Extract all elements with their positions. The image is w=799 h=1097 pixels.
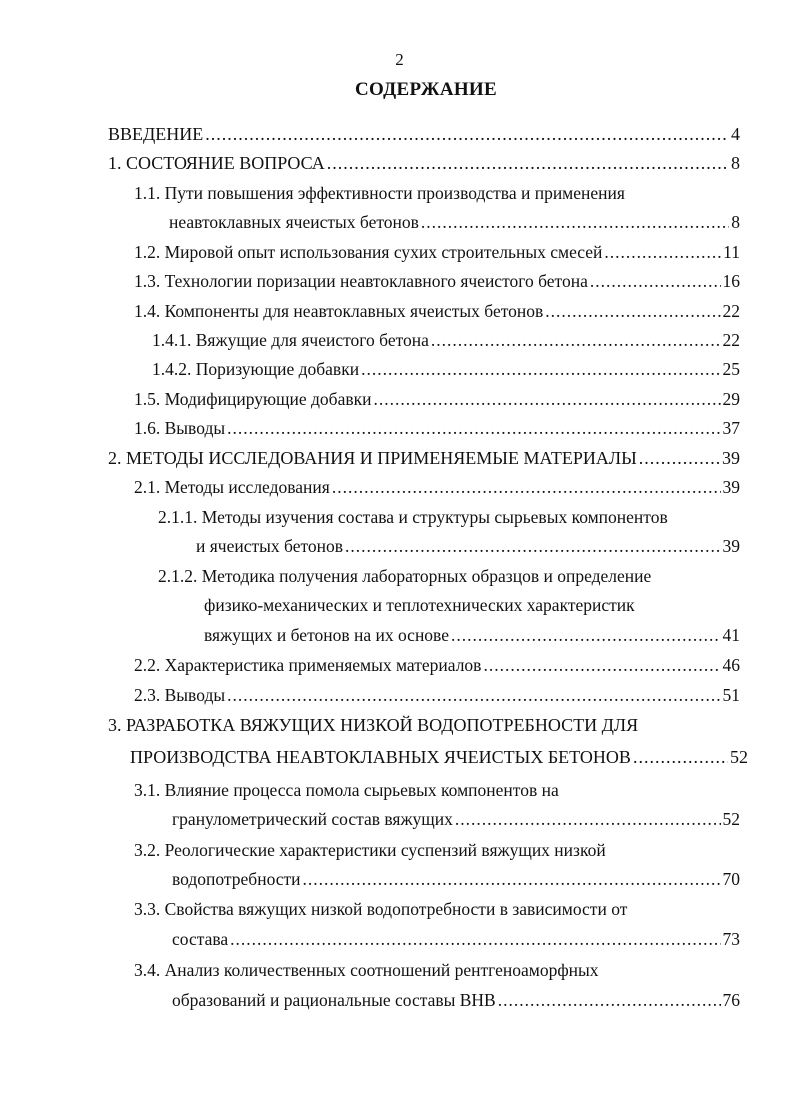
dot-leader [633,747,728,768]
toc-entry-page: 8 [731,153,740,173]
toc-entry [134,685,740,709]
toc-entry [134,242,740,266]
dot-leader [545,301,720,322]
toc-entry-text: гранулометрический состав вяжущих [172,809,453,829]
dot-leader [361,359,720,380]
toc-entry-text: неавтоклавных ячеистых бетонов [169,212,419,232]
dot-leader [227,418,720,439]
page-title: СОДЕРЖАНИЕ [355,79,497,100]
toc-entry-text: образований и рациональные составы ВНВ [172,990,496,1010]
toc-entry [172,990,740,1014]
toc-entry-page: 25 [722,359,740,379]
dot-leader [373,389,720,410]
toc-entry-text: 2.2. Характеристика применяемых материалов [134,655,482,675]
toc-entry [158,566,740,590]
toc-entry-text: 1.6. Выводы [134,418,226,438]
toc-entry-page: 8 [731,212,740,232]
toc-entry-text: 3.4. Анализ количественных соотношений рентгеноаморфных [134,960,599,980]
toc-entry [134,301,740,325]
toc-entry [108,715,740,739]
dot-leader [205,124,729,145]
dot-leader [421,212,729,233]
dot-leader [483,655,720,676]
dot-leader [451,625,721,646]
toc-entry-text: 1.5. Модифицирующие добавки [134,389,372,409]
toc-entry-text: 1.4. Компоненты для неавтоклавных ячеистых бетонов [134,301,544,321]
toc-entry [134,389,740,413]
toc-entry [196,536,740,560]
toc-entry-page: 22 [722,301,740,321]
toc-entry [152,330,740,354]
toc-entry-text: 1.1. Пути повышения эффективности производства и применения [134,183,625,203]
toc-entry-page: 4 [731,124,740,144]
toc-entry [152,359,740,383]
toc-entry-text: 3.1. Влияние процесса помола сырьевых компонентов на [134,780,559,800]
toc-entry-page: 16 [722,271,740,291]
toc-entry-text: водопотребности [172,869,301,889]
toc-entry [134,418,740,442]
toc-entry-page: 37 [722,418,740,438]
toc-entry-text: 3. РАЗРАБОТКА ВЯЖУЩИХ НИЗКОЙ ВОДОПОТРЕБНОСТИ ДЛЯ [108,715,639,735]
toc-entry [172,809,740,833]
toc-entry-page: 73 [722,929,740,949]
dot-leader [498,990,721,1011]
toc-entry-text: и ячеистых бетонов [196,536,344,556]
dot-leader [227,685,720,706]
toc-entry-text: 2. МЕТОДЫ ИССЛЕДОВАНИЯ И ПРИМЕНЯЕМЫЕ МАТЕРИАЛЫ [108,448,637,468]
toc-entry-page: 22 [722,330,740,350]
toc-entry [134,899,740,923]
toc-entry-text: 1.3. Технологии поризации неавтоклавного ячеистого бетона [134,271,588,291]
toc-entry [204,595,740,619]
toc-entry [134,655,740,679]
dot-leader [590,271,721,292]
toc-entry-text: ВВЕДЕНИЕ [108,124,204,144]
dot-leader [431,330,721,351]
toc-entry-page: 41 [722,625,740,645]
toc-entry [172,869,740,893]
dot-leader [345,536,720,557]
dot-leader [230,929,720,950]
dot-leader [332,477,721,498]
toc-entry-text: 2.1.1. Методы изучения состава и структуры сырьевых компонентов [158,507,668,527]
dot-leader [604,242,721,263]
toc-entry [108,153,740,177]
toc-entry-text: ПРОИЗВОДСТВА НЕАВТОКЛАВНЫХ ЯЧЕИСТЫХ БЕТОНОВ [130,747,631,767]
toc-entry-page: 52 [722,809,740,829]
toc-entry [169,212,740,236]
toc-entry [134,960,740,984]
toc-entry [134,271,740,295]
toc-entry-page: 46 [722,655,740,675]
toc-entry-text: состава [172,929,229,949]
dot-leader [455,809,721,830]
toc-entry-text: 2.1.2. Методика получения лабораторных образцов и определение [158,566,652,586]
toc-entry [158,507,740,531]
toc-entry [134,183,740,207]
toc-entry-page: 51 [722,685,740,705]
toc-entry-text: физико-механических и теплотехнических характеристик [204,595,635,615]
toc-entry [108,448,740,472]
dot-leader [327,153,729,174]
toc-entry [134,780,740,804]
toc-entry [130,747,748,771]
toc-entry-page: 70 [722,869,740,889]
toc-entry-page: 39 [722,477,740,497]
toc-entry-text: 2.1. Методы исследования [134,477,330,497]
toc-entry-text: 1.2. Мировой опыт использования сухих строительных смесей [134,242,603,262]
dot-leader [303,869,721,890]
toc-entry-page: 39 [722,448,740,468]
toc-entry-text: 3.2. Реологические характеристики суспензий вяжущих низкой [134,840,606,860]
toc-entry [172,929,740,953]
toc-entry-text: 3.3. Свойства вяжущих низкой водопотребности в зависимости от [134,899,628,919]
toc-entry [134,840,740,864]
toc-entry [204,625,740,649]
toc-entry-text: 1.4.1. Вяжущие для ячеистого бетона [152,330,429,350]
toc-entry-page: 52 [730,747,748,767]
toc-entry-text: 2.3. Выводы [134,685,226,705]
toc-entry [108,124,740,148]
toc-entry-page: 11 [723,242,740,262]
dot-leader [639,448,720,469]
toc-entry-page: 76 [722,990,740,1010]
toc-entry-text: 1.4.2. Поризующие добавки [152,359,360,379]
toc-entry-page: 39 [722,536,740,556]
toc-entry-page: 29 [722,389,740,409]
toc-entry [134,477,740,501]
page-number: 2 [395,50,404,69]
toc-entry-text: вяжущих и бетонов на их основе [204,625,449,645]
toc-entry-text: 1. СОСТОЯНИЕ ВОПРОСА [108,153,325,173]
